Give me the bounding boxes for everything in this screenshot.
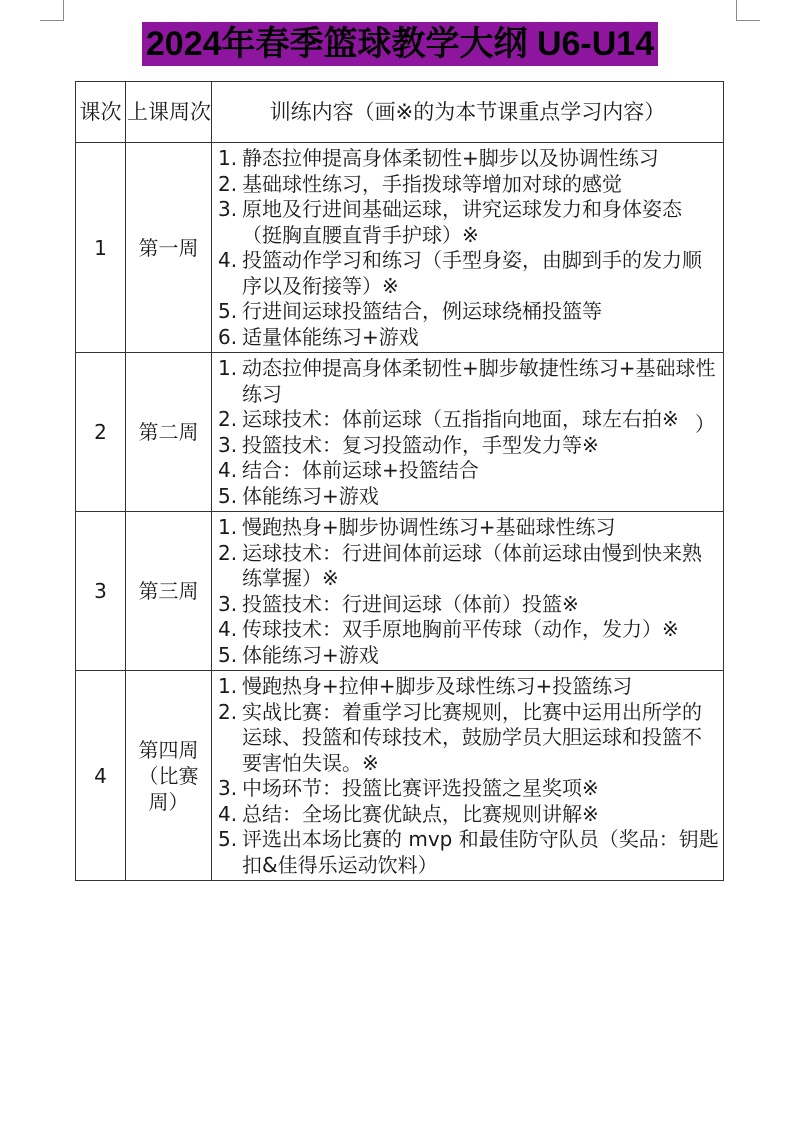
week-label: 第一周	[126, 143, 212, 353]
list-item-text: 评选出本场比赛的 mvp 和最佳防守队员（奖品：钥匙扣&佳得乐运动饮料）	[242, 827, 719, 877]
content-cell	[212, 512, 724, 671]
table-row	[76, 143, 724, 353]
list-item	[218, 827, 719, 878]
content-list	[218, 674, 719, 878]
list-item-text: 运球技术：行进间体前运球（体前运球由慢到快来熟练掌握）※	[242, 540, 702, 590]
header-content: 训练内容（画※的为本节课重点学习内容）	[212, 82, 724, 143]
list-item	[218, 458, 719, 484]
header-lesson: 课次	[76, 82, 126, 143]
list-item	[218, 172, 719, 198]
list-item-number: 2.	[218, 540, 238, 565]
list-item-number: 3.	[218, 776, 238, 800]
header-week: 上课周次	[126, 82, 212, 143]
list-item	[218, 197, 719, 248]
list-item-number: 1.	[218, 674, 238, 698]
list-item-number: 1.	[218, 515, 238, 539]
list-item	[218, 325, 719, 351]
list-item-text: 投篮技术：行进间运球（体前）投篮※	[242, 591, 579, 616]
table-row	[76, 512, 724, 671]
week-label: 第二周	[126, 353, 212, 512]
list-item-number: 1.	[218, 146, 238, 170]
list-item-text: 实战比赛：着重学习比赛规则，比赛中运用出所学的运球、投篮和传球技术，鼓励学员大胆运球和投篮不要害怕失误。※	[242, 699, 702, 775]
list-item	[218, 643, 719, 669]
crop-mark-top-right-h	[736, 20, 760, 21]
list-item	[218, 248, 719, 299]
list-item-number: 3.	[218, 432, 238, 457]
content-list	[218, 356, 719, 509]
list-item-text: 结合：体前运球+投篮结合	[242, 458, 479, 482]
document-title: 2024年春季篮球教学大纲 U6-U14	[142, 22, 658, 66]
crop-mark-top-left-h	[40, 20, 64, 21]
list-item-text: 静态拉伸提高身体柔韧性+脚步以及协调性练习	[242, 146, 659, 170]
content-list	[218, 146, 719, 350]
list-item-text: 适量体能练习+游戏	[242, 324, 419, 349]
lesson-number: 1	[76, 143, 126, 353]
lesson-number: 2	[76, 353, 126, 512]
list-item	[218, 146, 719, 172]
lesson-number: 4	[76, 671, 126, 881]
list-item-number: 4.	[218, 617, 238, 641]
table-row	[76, 671, 724, 881]
crop-mark-top-left	[63, 0, 64, 20]
list-item-number: 5.	[218, 483, 238, 508]
list-item-number: 5.	[218, 642, 238, 667]
list-item-text: 原地及行进间基础运球，讲究运球发力和身体姿态（挺胸直腰直背手护球）※	[242, 197, 682, 247]
list-item-number: 3.	[218, 197, 238, 221]
list-item-text: 投篮动作学习和练习（手型身姿，由脚到手的发力顺序以及衔接等）※	[242, 248, 702, 298]
list-item-number: 2.	[218, 171, 238, 196]
week-label: 第三周	[126, 512, 212, 671]
list-item-number: 4.	[218, 801, 238, 826]
header-row	[76, 82, 724, 143]
list-item-number: 1.	[218, 356, 238, 380]
week-label-text: 第四周（比赛周）	[138, 737, 199, 814]
list-item	[218, 433, 719, 459]
table-row	[76, 353, 724, 512]
list-item-number: 2.	[218, 407, 238, 431]
list-item-number: 5.	[218, 299, 238, 323]
content-cell	[212, 671, 724, 881]
lesson-number: 3	[76, 512, 126, 671]
list-item-number: 2.	[218, 699, 238, 724]
list-item-text: 总结：全场比赛优缺点，比赛规则讲解※	[242, 801, 599, 826]
list-item	[218, 674, 719, 700]
week-label	[126, 671, 212, 881]
list-item-text: 动态拉伸提高身体柔韧性+脚步敏捷性练习+基础球性练习	[242, 356, 716, 406]
list-item	[218, 802, 719, 828]
list-item	[218, 356, 719, 407]
list-item-text: 中场环节：投篮比赛评选投篮之星奖项※	[242, 776, 599, 800]
content-cell	[212, 353, 724, 512]
title-bar	[0, 22, 800, 66]
content-list	[218, 515, 719, 668]
list-item	[218, 515, 719, 541]
list-item	[218, 299, 719, 325]
list-item	[218, 617, 719, 643]
stray-paren: ）	[695, 411, 715, 436]
list-item-text: 行进间运球投篮结合，例运球绕桶投篮等	[242, 299, 602, 323]
list-item	[218, 776, 719, 802]
list-item-number: 6.	[218, 324, 238, 349]
list-item-text: 传球技术：双手原地胸前平传球（动作，发力）※	[242, 617, 679, 641]
list-item	[218, 592, 719, 618]
list-item	[218, 484, 719, 510]
syllabus-table	[75, 81, 724, 881]
list-item	[218, 700, 719, 777]
list-item-number: 4.	[218, 248, 238, 272]
list-item-text: 投篮技术：复习投篮动作，手型发力等※	[242, 432, 599, 457]
list-item-text: 体能练习+游戏	[242, 642, 379, 667]
content-cell	[212, 143, 724, 353]
list-item-text: 慢跑热身+脚步协调性练习+基础球性练习	[242, 515, 616, 539]
list-item	[218, 541, 719, 592]
list-item-number: 3.	[218, 591, 238, 616]
list-item-text: 慢跑热身+拉伸+脚步及球性练习+投篮练习	[242, 674, 633, 698]
list-item-number: 4.	[218, 458, 238, 482]
list-item	[218, 407, 719, 436]
list-item-text: 体能练习+游戏	[242, 483, 379, 508]
crop-mark-top-right	[736, 0, 737, 20]
list-item-text: 运球技术：体前运球（五指指向地面，球左右拍※	[242, 407, 679, 431]
list-item-number: 5.	[218, 827, 238, 851]
list-item-text: 基础球性练习，手指拨球等增加对球的感觉	[242, 171, 622, 196]
